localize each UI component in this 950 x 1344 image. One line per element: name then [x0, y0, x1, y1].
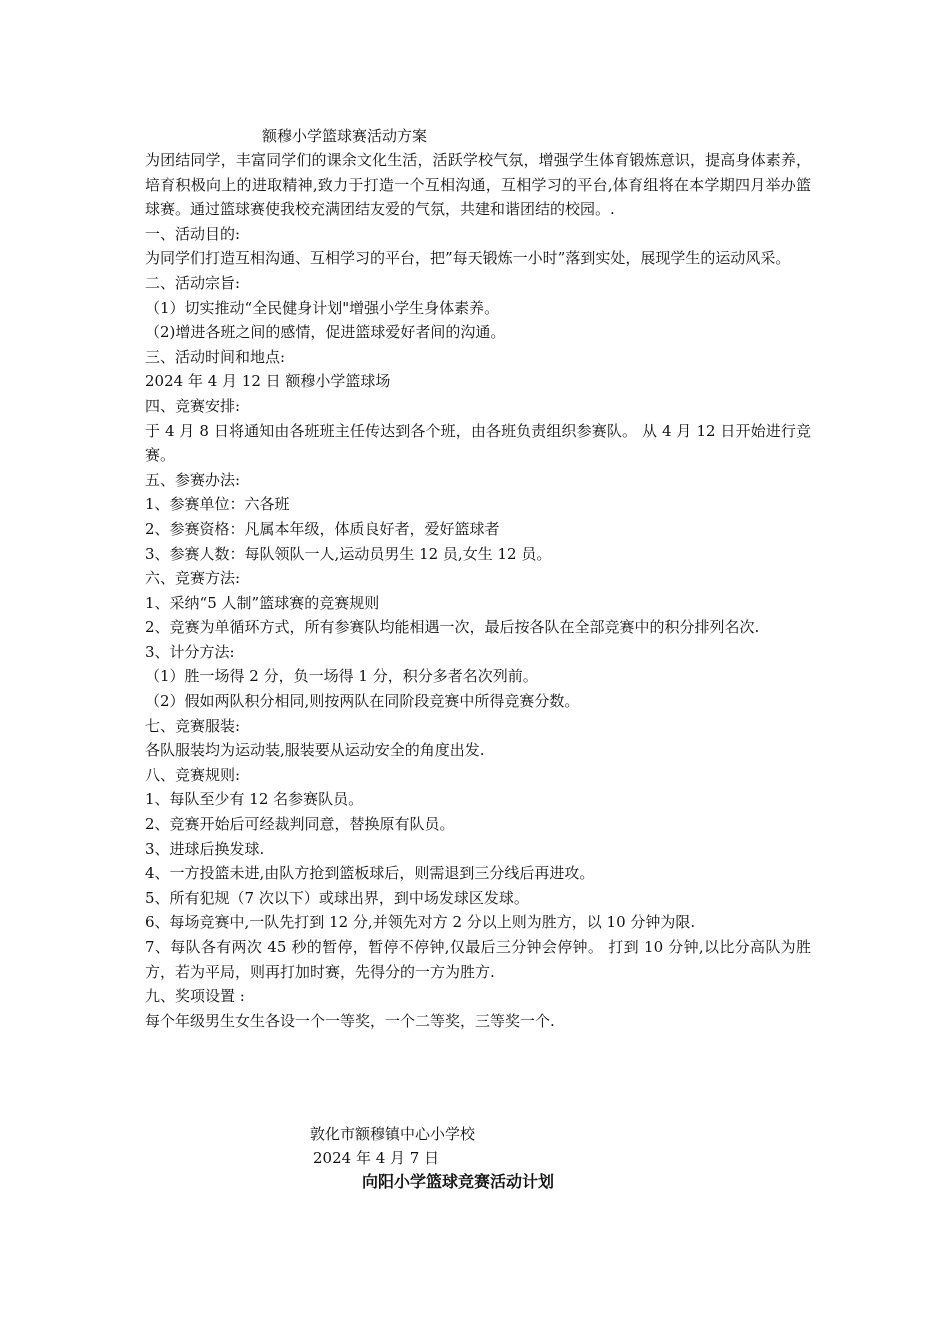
- section-heading: 一、活动目的:: [145, 224, 241, 243]
- paragraph: 3、计分方法:: [145, 642, 235, 661]
- document-body: [145, 148, 811, 1033]
- paragraph: 1、采纳“5 人制”篮球赛的竞赛规则: [145, 593, 380, 612]
- paragraph: 各队服装均为运动装,服装要从运动安全的角度出发.: [145, 741, 485, 760]
- paragraph: 2、参赛资格：凡属本年级，体质良好者，爱好篮球者: [145, 519, 500, 538]
- paragraph: 6、每场竞赛中,一队先打到 12 分,并领先对方 2 分以上则为胜方，以 10 分钟为限.: [145, 913, 696, 932]
- paragraph: 1、参赛单位：六各班: [145, 495, 290, 514]
- paragraph: （2)增进各班之间的感情，促进篮球爱好者间的沟通。: [145, 323, 506, 342]
- paragraph: 1、每队至少有 12 名参赛队员。: [145, 790, 364, 809]
- section-heading: 三、活动时间和地点:: [145, 347, 286, 366]
- section-heading: 九、奖项设置 :: [145, 987, 245, 1006]
- section-heading: 六、竞赛方法:: [145, 569, 241, 588]
- paragraph: （1）切实推动“全民健身计划"增强小学生身体素养。: [145, 298, 500, 317]
- paragraph: 3、进球后换发球.: [145, 839, 265, 858]
- paragraph: 为同学们打造互相沟通、互相学习的平台，把”每天锻炼一小时”落到实处，展现学生的运动风采。: [145, 249, 791, 268]
- document-title: 额穆小学篮球赛活动方案: [262, 127, 428, 145]
- paragraph: 5、所有犯规（7 次以下）或球出界，到中场发球区发球。: [145, 888, 529, 907]
- paragraph: 2、竞赛开始后可经裁判同意，替换原有队员。: [145, 815, 455, 834]
- paragraph: 于 4 月 8 日将通知由各班班主任传达到各个班，由各班负责组织参赛队。 从 4 月 12 日开始进行竞赛。: [145, 421, 811, 465]
- paragraph: （2）假如两队积分相同,则按两队在同阶段竞赛中所得竞赛分数。: [145, 692, 580, 711]
- paragraph: 2024 年 4 月 12 日 额穆小学篮球场: [145, 372, 391, 391]
- section-heading: 五、参赛办法:: [145, 470, 241, 489]
- paragraph: （1）胜一场得 2 分，负一场得 1 分，积分多者名次列前。: [145, 667, 538, 686]
- next-document-title: 向阳小学篮球竞赛活动计划: [362, 1172, 555, 1191]
- section-heading: 二、活动宗旨:: [145, 273, 241, 292]
- paragraph: 3、参赛人数：每队领队一人,运动员男生 12 员,女生 12 员。: [145, 544, 552, 563]
- paragraph: 为团结同学，丰富同学们的课余文化生活，活跃学校气氛，增强学生体育锻炼意识，提高身体素养，培育积极向上的进取精神,致力于打造一个互相沟通，互相学习的平台,体育组将在本学期四月举办篮球赛。通过篮球赛使我校充满团结友爱的气氛，共建和谐团结的校园。.: [145, 151, 811, 219]
- paragraph: 7、每队各有两次 45 秒的暂停，暂停不停钟,仅最后三分钟会停钟。 打到 10 分钟,以比分高队为胜方，若为平局，则再打加时赛，先得分的一方为胜方.: [145, 938, 811, 981]
- section-heading: 八、竞赛规则:: [145, 765, 241, 784]
- section-heading: 四、竞赛安排:: [145, 396, 241, 415]
- signature-date: 2024 年 4 月 7 日: [313, 1149, 440, 1167]
- paragraph: 4、一方投篮未进,由队方抢到篮板球后，则需退到三分线后再进攻。: [145, 864, 595, 883]
- section-heading: 七、竞赛服装:: [145, 716, 241, 735]
- signature-school: 敦化市额穆镇中心小学校: [310, 1125, 476, 1143]
- paragraph: 每个年级男生女生各设一个一等奖，一个二等奖，三等奖一个.: [145, 1011, 555, 1030]
- paragraph: 2、竞赛为单循环方式，所有参赛队均能相遇一次，最后按各队在全部竞赛中的积分排列名次.: [145, 618, 760, 637]
